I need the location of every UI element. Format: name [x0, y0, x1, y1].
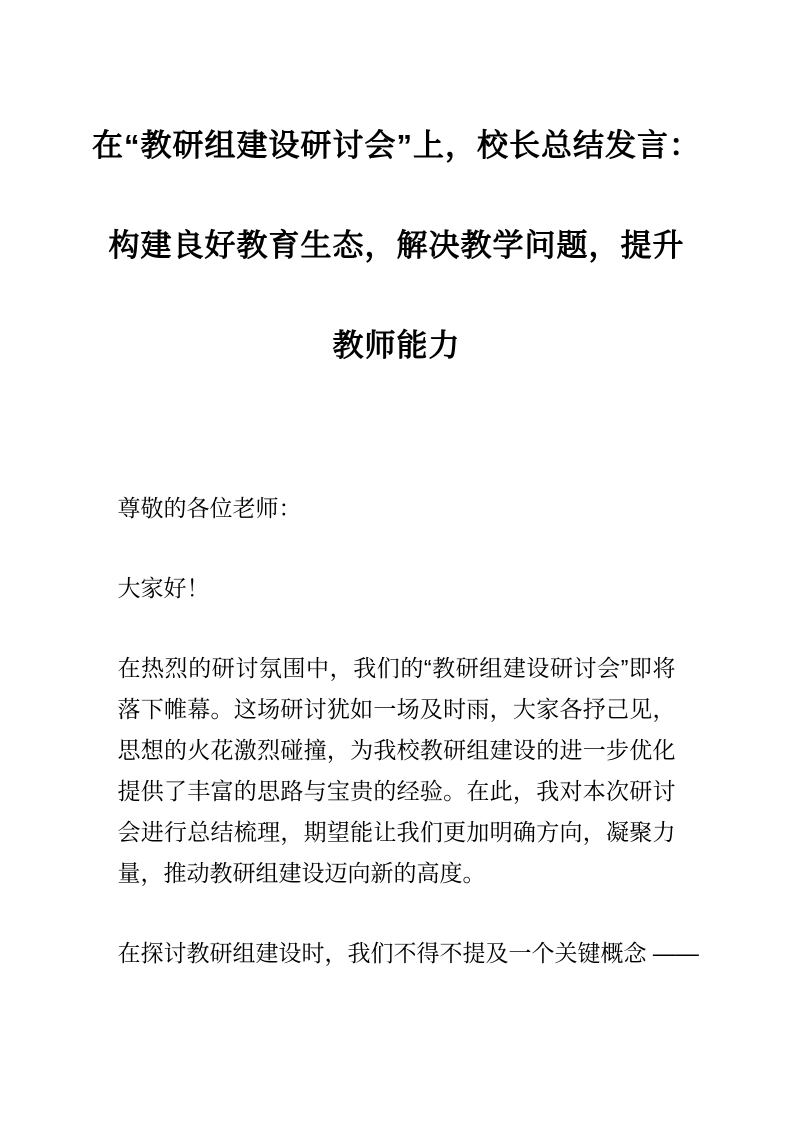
document-title [0, 96, 793, 396]
title-line-3: 教师能力 [332, 328, 461, 363]
paragraph-salutation: 尊敬的各位老师： [117, 495, 302, 521]
paragraph-summary-intro: 在热烈的研讨氛围中，我们的“教研组建设研讨会”即将落下帷幕。这场研讨犹如一场及时雨，大家各抒己见，思想的火花激烈碰撞，为我校教研组建设的进一步优化提供了丰富的思路与宝贵的经验。在此，我对本次研讨会进行总结梳理，期望能让我们更加明确方向，凝聚力量，推动教研组建设迈向新的高度。 [117, 655, 676, 886]
paragraph-key-concept-lead: 在探讨教研组建设时，我们不得不提及一个关键概念 —— [117, 940, 699, 966]
paragraph-greeting: 大家好！ [117, 575, 210, 601]
document-body [117, 488, 699, 974]
title-line-2: 构建良好教育生态，解决教学问题，提升 [108, 228, 685, 263]
title-line-1: 在“教研组建设研讨会”上，校长总结发言： [92, 128, 701, 163]
